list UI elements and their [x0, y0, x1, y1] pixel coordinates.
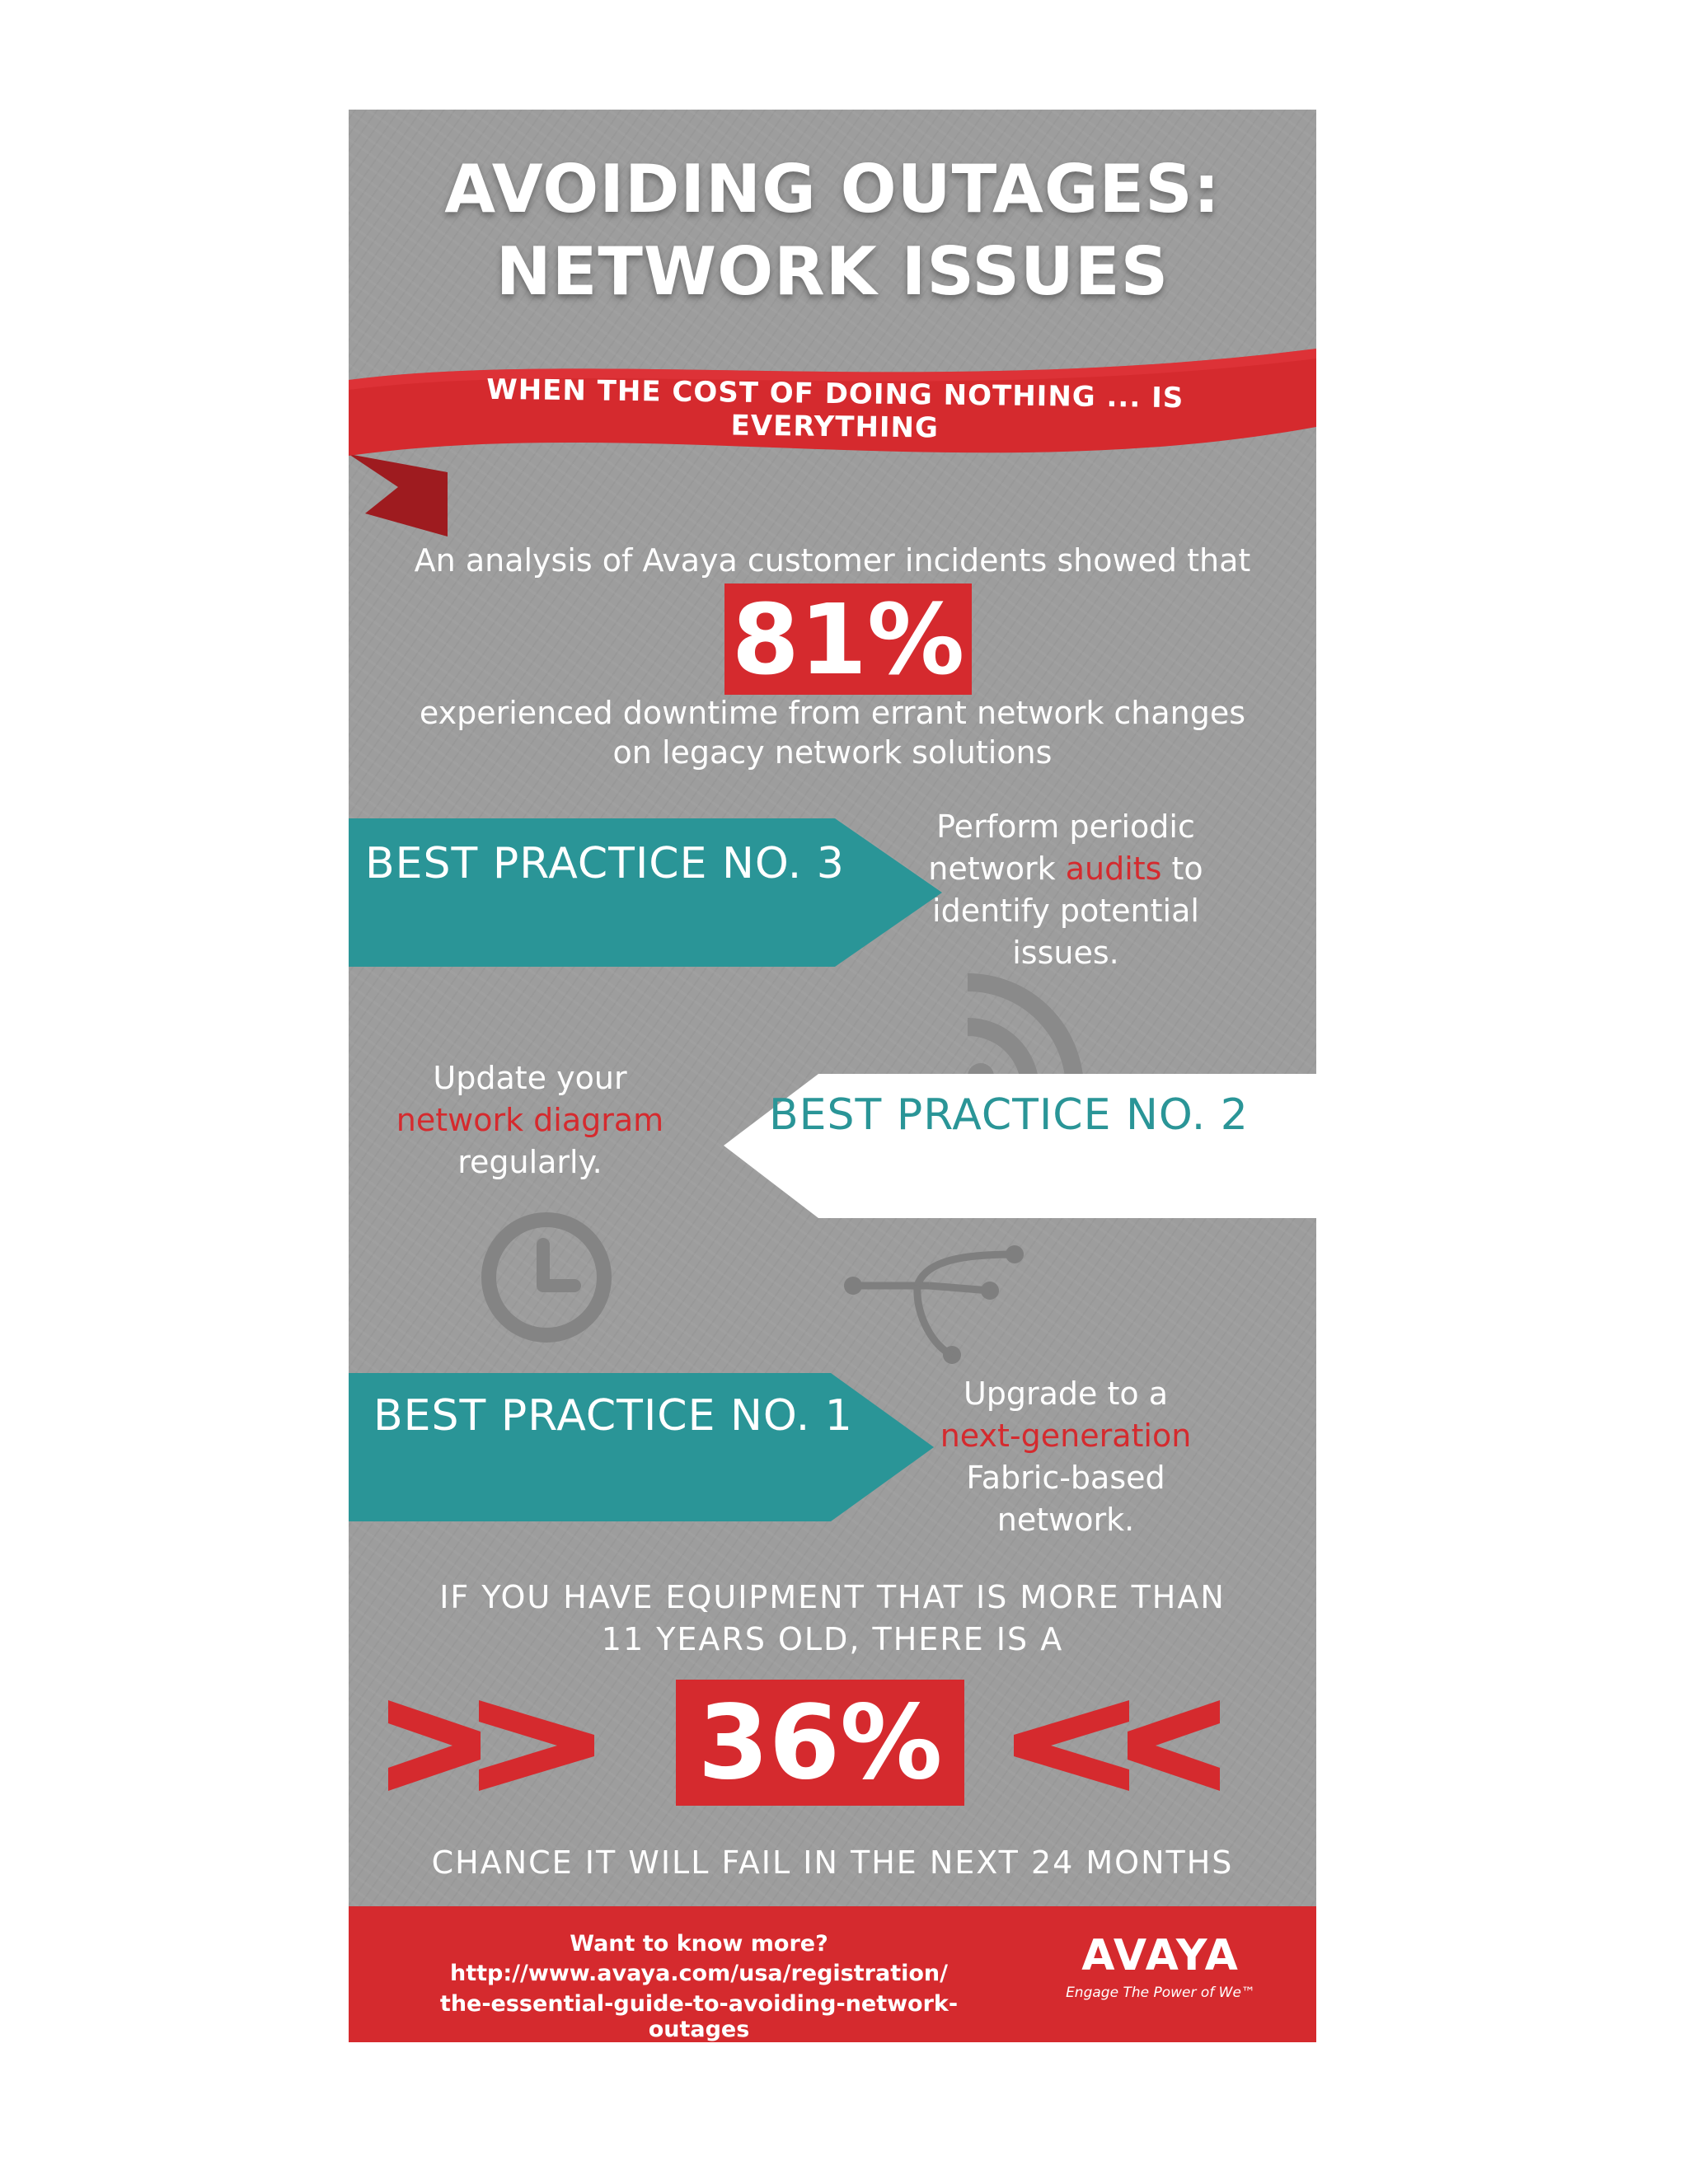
equipment-text-line-2: 11 YEARS OLD, THERE IS A	[601, 1621, 1064, 1657]
intro-text: An analysis of Avaya customer incidents showed that	[414, 542, 1251, 579]
best-practice-3-label: BEST PRACTICE NO. 3	[365, 839, 845, 888]
page-title-line-1: AVOIDING OUTAGES:	[444, 151, 1221, 227]
best-practice-1-description: Upgrade to a next-generation Fabric-based network.	[940, 1376, 1192, 1538]
equipment-text-line-3: CHANCE IT WILL FAIL IN THE NEXT 24 MONTHS	[431, 1844, 1234, 1881]
arrows-right-icon	[388, 1700, 598, 1791]
arrows-left-icon	[1010, 1700, 1220, 1791]
footer-link-line-1[interactable]: http://www.avaya.com/usa/registration/	[450, 1961, 948, 1986]
page-title-line-2: NETWORK ISSUES	[495, 233, 1170, 310]
avaya-logo: AVAYA	[1081, 1931, 1240, 1980]
footer-link-line-2[interactable]: the-essential-guide-to-avoiding-network-outages	[439, 1991, 959, 2042]
best-practice-2-description: Update your network diagram regularly.	[396, 1060, 664, 1180]
downtime-text-line-1: experienced downtime from errant network changes	[419, 695, 1246, 731]
best-practice-1-label: BEST PRACTICE NO. 1	[373, 1391, 853, 1441]
stat-81-value: 81%	[731, 583, 965, 696]
downtime-text-line-2: on legacy network solutions	[612, 734, 1053, 771]
usb-icon	[843, 1243, 1033, 1366]
best-practice-3-description: Perform periodic network audits to identify potential issues.	[928, 808, 1203, 971]
equipment-text-line-1: IF YOU HAVE EQUIPMENT THAT IS MORE THAN	[439, 1579, 1226, 1615]
stat-36-value: 36%	[697, 1684, 943, 1802]
footer-prompt: Want to know more?	[570, 1931, 828, 1957]
best-practice-2-label: BEST PRACTICE NO. 2	[769, 1090, 1249, 1140]
avaya-tagline: Engage The Power of We™	[1066, 1985, 1255, 2001]
infographic	[349, 110, 1316, 2042]
banner-tagline: WHEN THE COST OF DOING NOTHING ... IS EVERYTHING	[485, 373, 1184, 445]
clock-icon	[479, 1210, 615, 1346]
